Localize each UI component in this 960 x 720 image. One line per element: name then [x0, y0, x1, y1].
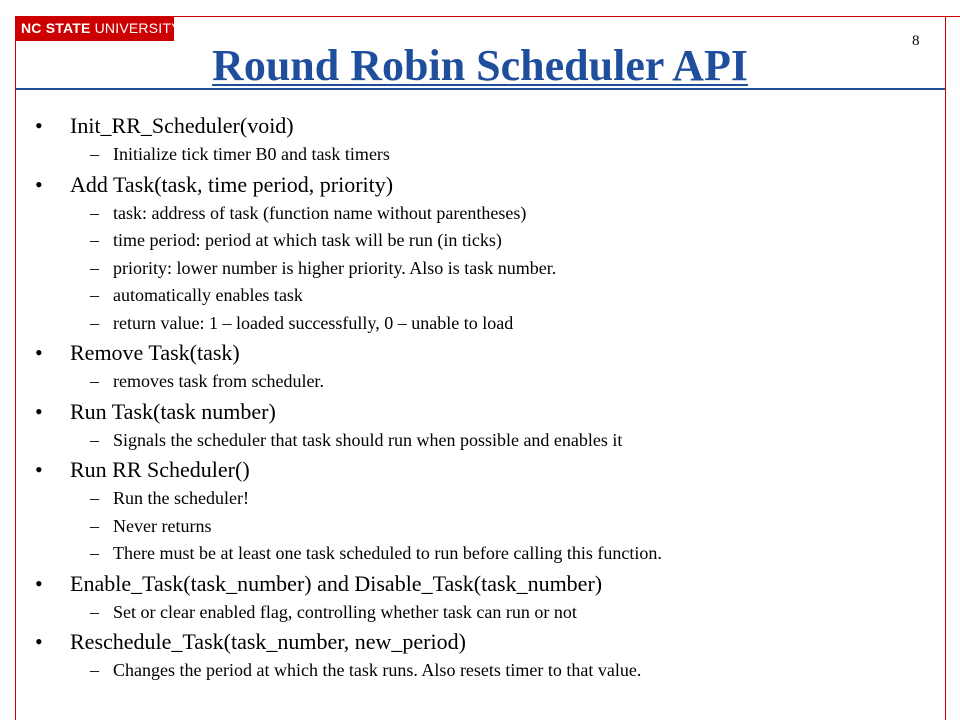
sub-bullet-text: – time period: period at which task will be run (in ticks)	[35, 227, 935, 255]
sub-bullet-text: – removes task from scheduler.	[35, 368, 935, 396]
bullet-item	[35, 169, 935, 338]
sub-bullet-text: – automatically enables task	[35, 282, 935, 310]
frame-right-rule	[945, 16, 946, 720]
bullet-item	[35, 110, 935, 169]
frame-top-rule	[174, 16, 960, 17]
sub-bullet-list	[35, 657, 935, 685]
bullet-text: • Run RR Scheduler()	[35, 454, 935, 485]
bullet-item	[35, 454, 935, 568]
bullet-item	[35, 568, 935, 627]
sub-bullet-text: – There must be at least one task scheduled to run before calling this function.	[35, 540, 935, 568]
sub-bullet-text: – return value: 1 – loaded successfully, 0 – unable to load	[35, 310, 935, 338]
frame-left-rule	[15, 41, 16, 720]
sub-bullet-list	[35, 427, 935, 455]
bullet-text: • Enable_Task(task_number) and Disable_Task(task_number)	[35, 568, 935, 599]
sub-bullet-list	[35, 485, 935, 568]
sub-bullet-text: – task: address of task (function name without parentheses)	[35, 200, 935, 228]
page-number: 8	[912, 33, 920, 49]
sub-bullet-text: – Changes the period at which the task runs. Also resets timer to that value.	[35, 657, 935, 685]
bullet-text: • Reschedule_Task(task_number, new_period)	[35, 626, 935, 657]
sub-bullet-list	[35, 368, 935, 396]
sub-bullet-text: – Signals the scheduler that task should run when possible and enables it	[35, 427, 935, 455]
sub-bullet-list	[35, 141, 935, 169]
bullet-text: • Remove Task(task)	[35, 337, 935, 368]
slide-title: Round Robin Scheduler API	[212, 41, 748, 90]
sub-bullet-list	[35, 599, 935, 627]
sub-bullet-text: – Never returns	[35, 513, 935, 541]
sub-bullet-list	[35, 200, 935, 338]
bullet-text: • Run Task(task number)	[35, 396, 935, 427]
sub-bullet-text: – Set or clear enabled flag, controlling whether task can run or not	[35, 599, 935, 627]
logo-university: UNIVERSITY	[90, 20, 181, 36]
bullet-item	[35, 337, 935, 396]
bullet-text: • Init_RR_Scheduler(void)	[35, 110, 935, 141]
bullet-list	[35, 110, 935, 685]
bullet-item	[35, 396, 935, 455]
bullet-item	[35, 626, 935, 685]
sub-bullet-text: – Run the scheduler!	[35, 485, 935, 513]
ncsu-logo	[15, 16, 181, 41]
sub-bullet-text: – Initialize tick timer B0 and task timers	[35, 141, 935, 169]
sub-bullet-text: – priority: lower number is higher priority. Also is task number.	[35, 255, 935, 283]
logo-name: NC STATE	[21, 20, 91, 36]
bullet-text: • Add Task(task, time period, priority)	[35, 169, 935, 200]
